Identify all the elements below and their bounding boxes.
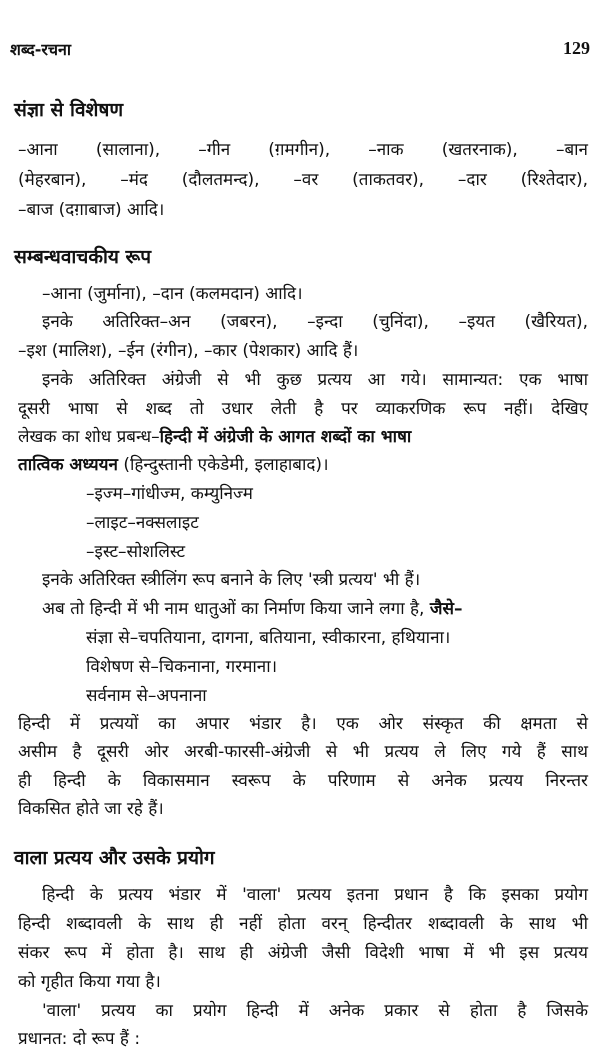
text-line: 'वाला' प्रत्यय का प्रयोग हिन्दी में अनेक प्रकार से होता है जिसके (42, 1001, 588, 1021)
text-line: विकसित होते जा रहे हैं। (18, 799, 164, 819)
text-line: –बाज (दग़ाबाज) आदि। (18, 200, 165, 220)
text-line (18, 425, 588, 451)
text-line: विशेषण से–चिकनाना, गरमाना। (86, 657, 278, 677)
text-line: संकर रूप में होता है। साथ ही अंग्रेजी जैसी विदेशी भाषा में भी इस प्रत्यय (18, 943, 588, 963)
text-line: –आना (जुर्माना), –दान (कलमदान) आदि। (42, 284, 303, 304)
text-line: इनके अतिरिक्त स्त्रीलिंग रूप बनाने के लिए 'स्त्री प्रत्यय' भी हैं। (42, 570, 421, 590)
text-line: ही हिन्दी के विकासमान स्वरूप के परिणाम से अनेक प्रत्यय निरन्तर (18, 771, 588, 791)
page-number: 129 (563, 38, 590, 58)
text-line: हिन्दी के प्रत्यय भंडार में 'वाला' प्रत्यय इतना प्रधान है कि इसका प्रयोग (42, 885, 588, 905)
book-title-segment: हिन्दी में अंग्रेजी के आगत शब्दों का भाषा (159, 427, 412, 447)
section-heading-vala-pratyay: वाला प्रत्यय और उसके प्रयोग (14, 847, 215, 869)
text-line: सर्वनाम से–अपनाना (86, 686, 207, 706)
text-line: हिन्दी शब्दावली के साथ ही नहीं होता वरन् हिन्दीतर शब्दावली के साथ भी (18, 914, 588, 934)
text-line: –लाइट–नक्सलाइट (86, 513, 199, 533)
text-segment: लेखक का शोध प्रबन्ध– (18, 427, 160, 447)
text-line: हिन्दी में प्रत्ययों का अपार भंडार है। एक ओर संस्कृत की क्षमता से (18, 714, 588, 734)
text-line: प्रधानत: दो रूप हैं : (18, 1029, 141, 1049)
text-line: असीम है दूसरी ओर अरबी-फारसी-अंग्रेजी से भी प्रत्यय ले लिए गये हैं साथ (18, 742, 588, 762)
text-line: –इज्म–गांधीज्म, कम्युनिज्म (86, 484, 253, 504)
text-segment: (हिन्दुस्तानी एकेडेमी, इलाहाबाद)। (117, 455, 329, 475)
text-line: –इस्ट–सोशलिस्ट (86, 542, 186, 562)
text-segment-bold: जैसे– (429, 599, 463, 619)
text-line (18, 453, 588, 479)
text-line: संज्ञा से–चपतियाना, दागना, बतियाना, स्वीकारना, हथियाना। (86, 628, 451, 648)
text-line: इनके अतिरिक्त–अन (जबरन), –इन्दा (चुनिंदा), –इयत (खैरियत), (42, 312, 588, 332)
text-line: को गृहीत किया गया है। (18, 972, 161, 992)
text-segment: अब तो हिन्दी में भी नाम धातुओं का निर्माण किया जाने लगा है, (42, 599, 430, 619)
text-line: –आना (सालाना), –गीन (ग़मगीन), –नाक (खतरनाक), –बान (18, 140, 588, 160)
text-line: (मेहरबान), –मंद (दौलतमन्द), –वर (ताकतवर), –दार (रिश्तेदार), (18, 170, 588, 190)
section-heading-sangya-se-visheshan: संज्ञा से विशेषण (14, 99, 124, 121)
text-line: दूसरी भाषा से शब्द तो उधार लेती है पर व्याकरणिक रूप नहीं। देखिए (18, 399, 588, 419)
section-heading-sambandhvachakiya-roop: सम्बन्धवाचकीय रूप (14, 246, 152, 268)
text-line: इनके अतिरिक्त अंग्रेजी से भी कुछ प्रत्यय आ गये। सामान्यत: एक भाषा (42, 370, 588, 390)
book-title-segment: तात्विक अध्ययन (18, 455, 118, 475)
running-head: शब्द-रचना (10, 40, 72, 59)
text-line (42, 597, 600, 623)
text-line: –इश (मालिश), –ईन (रंगीन), –कार (पेशकार) आदि हैं। (18, 341, 359, 361)
